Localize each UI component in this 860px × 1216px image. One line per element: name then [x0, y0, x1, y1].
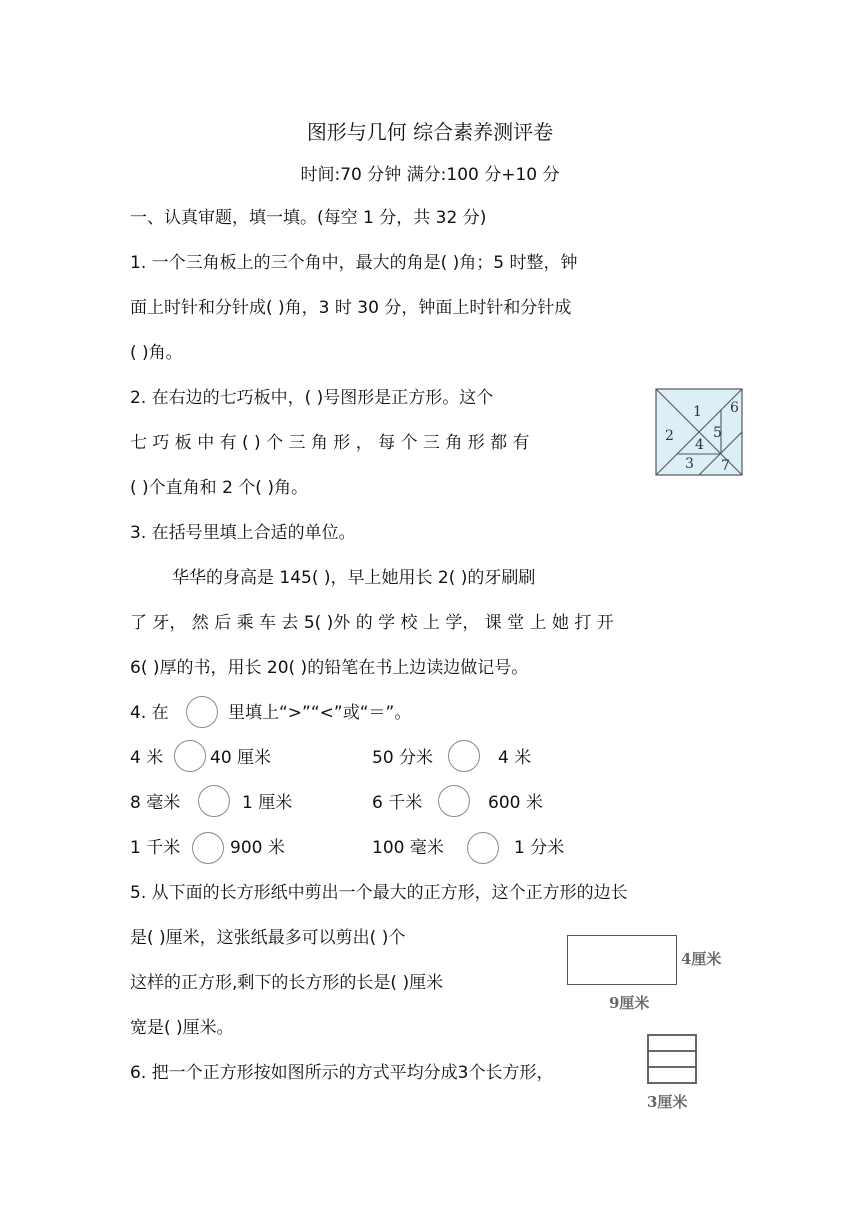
compare-circle-1a[interactable]: [174, 740, 206, 772]
tangram-figure: [655, 388, 743, 476]
compare-circle-2b[interactable]: [438, 785, 470, 817]
q6-line1: 6. 把一个正方形按如图所示的方式平均分成3个长方形，: [130, 1063, 554, 1083]
tangram-label-7: 7: [721, 458, 730, 474]
q5-line3: 这样的正方形,剩下的长方形的长是( )厘米: [130, 973, 444, 993]
q3-line4: 6( )厚的书，用长 20( )的铅笔在书上边读边做记号。: [130, 658, 529, 678]
compare-circle-1b[interactable]: [448, 740, 480, 772]
q4-intro-prefix: 4. 在: [130, 703, 169, 723]
compare-circle-3b[interactable]: [467, 832, 499, 864]
q4-row3-a-right: 900 米: [230, 838, 285, 858]
q3-line2: 华华的身高是 145( )，早上她用长 2( )的牙刷刷: [172, 568, 536, 588]
q2-line1: 2. 在右边的七巧板中，( )号图形是正方形。这个: [130, 388, 494, 408]
q5-line2: 是( )厘米，这张纸最多可以剪出( )个: [130, 928, 406, 948]
q4-row2-b-right: 600 米: [488, 793, 543, 813]
compare-circle-2a[interactable]: [198, 785, 230, 817]
q2-line2: 七 巧 板 中 有 ( ) 个 三 角 形 ， 每 个 三 角 形 都 有: [130, 433, 530, 453]
tangram-label-5: 5: [713, 425, 722, 441]
q4-intro-suffix: 里填上“>”“<”或“＝”。: [228, 703, 412, 723]
rect-width-label: 9厘米: [609, 994, 650, 1012]
exam-info: 时间:70 分钟 满分:100 分+10 分: [300, 165, 560, 185]
q2-line3: ( )个直角和 2 个( )角。: [130, 478, 308, 498]
q4-row1-a-right: 40 厘米: [210, 748, 272, 768]
tangram-label-6: 6: [730, 400, 739, 416]
q1-line3: ( )角。: [130, 343, 183, 363]
compare-circle-3a[interactable]: [192, 832, 224, 864]
compare-circle-example: [186, 696, 218, 728]
q5-line4: 宽是( )厘米。: [130, 1018, 234, 1038]
q1-line2: 面上时针和分针成( )角，3 时 30 分，钟面上时针和分针成: [130, 298, 572, 318]
q4-row1-a-left: 4 米: [130, 748, 164, 768]
tangram-label-2: 2: [665, 428, 674, 444]
q4-row2-a-left: 8 毫米: [130, 793, 181, 813]
section-heading: 一、认真审题，填一填。(每空 1 分，共 32 分): [130, 208, 487, 228]
q3-line1: 3. 在括号里填上合适的单位。: [130, 523, 356, 543]
q5-line1: 5. 从下面的长方形纸中剪出一个最大的正方形，这个正方形的边长: [130, 883, 628, 903]
q4-row2-a-right: 1 厘米: [242, 793, 293, 813]
tangram-label-3: 3: [685, 456, 694, 472]
q4-row3-b-right: 1 分米: [514, 838, 565, 858]
q4-row1-b-left: 50 分米: [372, 748, 434, 768]
q4-row3-b-left: 100 毫米: [372, 838, 444, 858]
q4-row2-b-left: 6 千米: [372, 793, 423, 813]
page-title: 图形与几何 综合素养测评卷: [306, 120, 554, 144]
q4-row3-a-left: 1 千米: [130, 838, 181, 858]
tangram-label-4: 4: [695, 437, 704, 453]
q3-line3: 了 牙， 然 后 乘 车 去 5( )外 的 学 校 上 学， 课 堂 上 她 打 开: [130, 613, 614, 633]
q1-line1: 1. 一个三角板上的三个角中，最大的角是( )角；5 时整，钟: [130, 253, 578, 273]
rect-height-label: 4厘米: [681, 950, 722, 968]
square-side-label: 3厘米: [647, 1093, 688, 1111]
q4-row1-b-right: 4 米: [498, 748, 532, 768]
divided-square-figure: [647, 1034, 697, 1084]
tangram-label-1: 1: [693, 404, 702, 420]
paper-rectangle-figure: [567, 935, 677, 985]
